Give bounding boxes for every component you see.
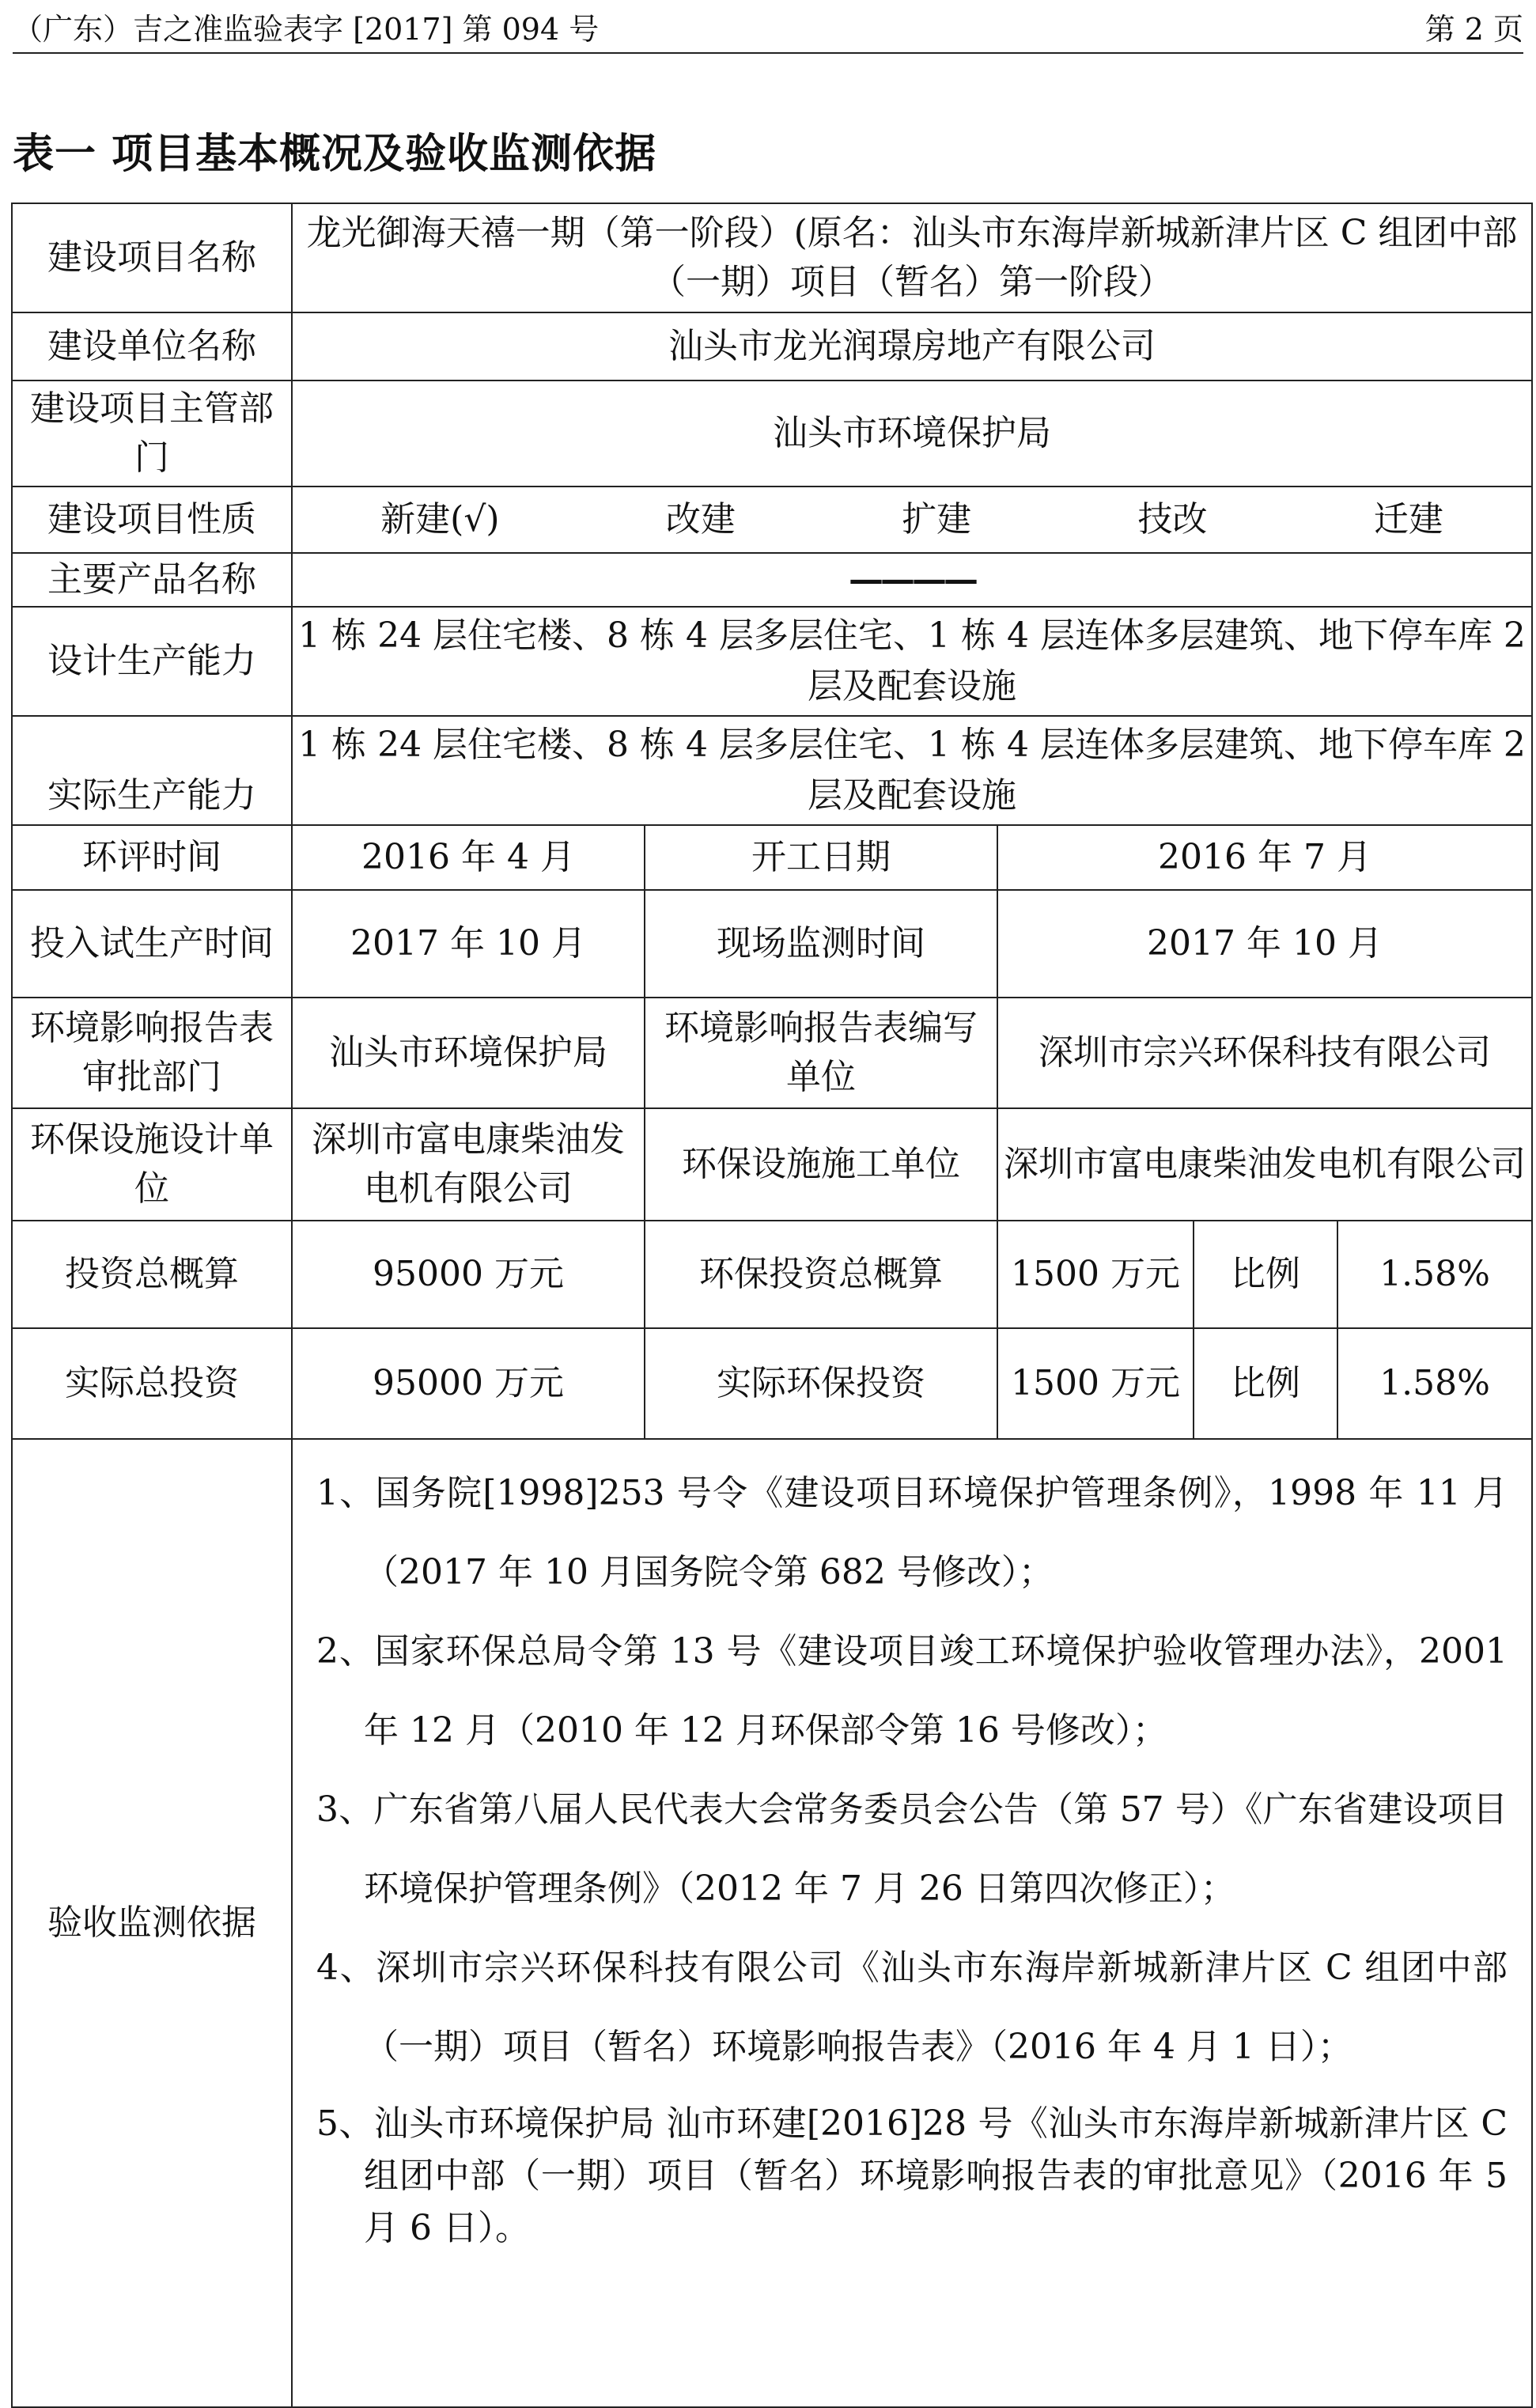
actual-capacity-value: 1 栋 24 层住宅楼、8 栋 4 层多层住宅、1 栋 4 层连体多层建筑、地下停车库 2 层及配套设施 [292, 716, 1532, 825]
nature-option-expand: 扩建 [902, 499, 972, 540]
table-row [12, 716, 1532, 825]
product-label: 主要产品名称 [12, 553, 292, 607]
eia-approval-label: 环境影响报告表审批部门 [12, 998, 292, 1108]
table-row [12, 1221, 1532, 1328]
unit-name-value: 汕头市龙光润璟房地产有限公司 [292, 312, 1532, 381]
table-row [12, 1328, 1532, 1439]
table-row [12, 1108, 1532, 1221]
design-capacity-value: 1 栋 24 层住宅楼、8 栋 4 层多层住宅、1 栋 4 层连体多层建筑、地下停车库 2 层及配套设施 [292, 607, 1532, 716]
nature-options [292, 487, 1532, 553]
table-row [12, 825, 1532, 890]
actual-invest-label: 实际总投资 [12, 1328, 292, 1439]
start-date-value: 2016 年 7 月 [997, 825, 1532, 890]
eia-author-label: 环境影响报告表编写单位 [645, 998, 997, 1108]
table-row [12, 998, 1532, 1108]
ratio-label: 比例 [1194, 1328, 1337, 1439]
basis-item-3: 3、广东省第八届人民代表大会常务委员会公告（第 57 号）《广东省建设项目环境保护管理条例》（2012 年 7 月 26 日第四次修正）； [316, 1789, 1508, 1909]
monitor-time-value: 2017 年 10 月 [997, 890, 1532, 998]
table-row [12, 607, 1532, 716]
ratio-value: 1.58% [1337, 1221, 1532, 1328]
design-capacity-label: 设计生产能力 [12, 607, 292, 716]
env-build-label: 环保设施施工单位 [645, 1108, 997, 1221]
actual-env-value: 1500 万元 [997, 1328, 1194, 1439]
nature-option-tech: 技改 [1137, 499, 1208, 540]
nature-option-new: 新建(√) [380, 499, 500, 540]
page-header [13, 0, 1523, 54]
total-budget-label: 投资总概算 [12, 1221, 292, 1328]
nature-option-rebuild: 改建 [665, 499, 736, 540]
total-budget-value: 95000 万元 [292, 1221, 645, 1328]
eia-approval-value: 汕头市环境保护局 [292, 998, 645, 1108]
ratio-label: 比例 [1194, 1221, 1337, 1328]
product-value: ———— [292, 553, 1532, 607]
ratio-value: 1.58% [1337, 1328, 1532, 1439]
project-name-label: 建设项目名称 [12, 203, 292, 312]
table-row [12, 1439, 1532, 2407]
unit-name-label: 建设单位名称 [12, 312, 292, 381]
table-row [12, 890, 1532, 998]
eia-time-value: 2016 年 4 月 [292, 825, 645, 890]
page-number: 第 2 页 [1424, 11, 1523, 47]
project-overview-table [11, 203, 1533, 2408]
table-row [12, 487, 1532, 553]
table-row [12, 553, 1532, 607]
authority-value: 汕头市环境保护局 [292, 381, 1532, 487]
actual-env-label: 实际环保投资 [645, 1328, 997, 1439]
basis-list [292, 1439, 1532, 2407]
env-design-value: 深圳市富电康柴油发电机有限公司 [292, 1108, 645, 1221]
table-row [12, 381, 1532, 487]
basis-item-4: 4、深圳市宗兴环保科技有限公司《汕头市东海岸新城新津片区 C 组团中部（一期）项目（暂名）环境影响报告表》（2016 年 4 月 1 日）； [316, 1948, 1508, 2067]
table-row [12, 203, 1532, 312]
start-date-label: 开工日期 [645, 825, 997, 890]
trial-time-label: 投入试生产时间 [12, 890, 292, 998]
section-title: 表一 项目基本概况及验收监测依据 [13, 131, 657, 178]
env-budget-label: 环保投资总概算 [645, 1221, 997, 1328]
basis-label: 验收监测依据 [12, 1439, 292, 2407]
basis-item-5: 5、汕头市环境保护局 汕市环建[2016]28 号《汕头市东海岸新城新津片区 C 组团中部（一期）项目（暂名）环境影响报告表的审批意见》（2016 年 5 月 6 日）。 [316, 2103, 1508, 2248]
nature-label: 建设项目性质 [12, 487, 292, 553]
basis-item-2: 2、国家环保总局令第 13 号《建设项目竣工环境保护验收管理办法》，2001 年 12 月（2010 年 12 月环保部令第 16 号修改）； [316, 1631, 1508, 1751]
trial-time-value: 2017 年 10 月 [292, 890, 645, 998]
document-number: （广东）吉之准监验表字 [2017] 第 094 号 [13, 11, 600, 47]
env-budget-value: 1500 万元 [997, 1221, 1194, 1328]
env-build-value: 深圳市富电康柴油发电机有限公司 [997, 1108, 1532, 1221]
eia-author-value: 深圳市宗兴环保科技有限公司 [997, 998, 1532, 1108]
actual-invest-value: 95000 万元 [292, 1328, 645, 1439]
eia-time-label: 环评时间 [12, 825, 292, 890]
monitor-time-label: 现场监测时间 [645, 890, 997, 998]
project-name-value: 龙光御海天禧一期（第一阶段）(原名：汕头市东海岸新城新津片区 C 组团中部（一期）项目（暂名）第一阶段） [292, 203, 1532, 312]
env-design-label: 环保设施设计单位 [12, 1108, 292, 1221]
basis-item-1: 1、国务院[1998]253 号令《建设项目环境保护管理条例》，1998 年 11 月（2017 年 10 月国务院令第 682 号修改）； [316, 1473, 1508, 1592]
authority-label: 建设项目主管部门 [12, 381, 292, 487]
nature-option-relocate: 迁建 [1373, 499, 1443, 540]
table-row [12, 312, 1532, 381]
actual-capacity-label: 实际生产能力 [12, 716, 292, 825]
